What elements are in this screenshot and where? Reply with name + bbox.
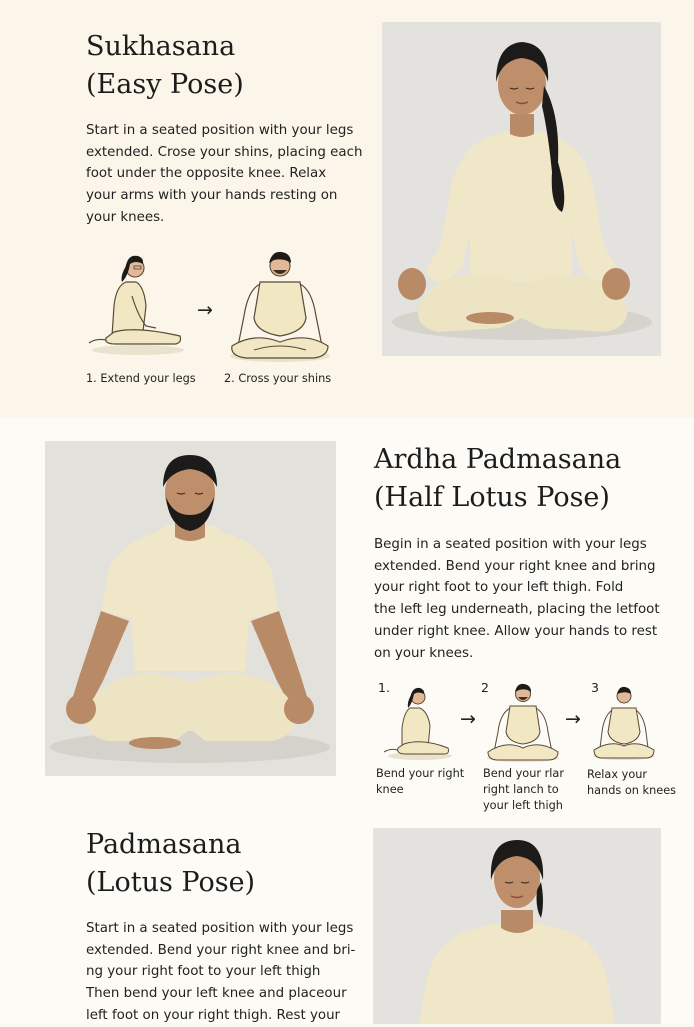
ardha-padmasana-title bbox=[374, 441, 621, 517]
caption-line: right lanch to bbox=[483, 783, 559, 796]
description-line: extended. Bend your right knee and bri- bbox=[86, 942, 356, 958]
caption-line: your left thigh bbox=[483, 799, 563, 812]
caption-line: Bend your rlar bbox=[483, 767, 564, 780]
description-line: Then bend your left knee and placeour bbox=[86, 986, 347, 1002]
padmasana-title bbox=[86, 826, 255, 902]
step-label-extend: 1. Extend your legs bbox=[86, 372, 196, 385]
ardha-step1-caption bbox=[376, 766, 464, 798]
description-line: Start in a seated position with your legs bbox=[86, 921, 354, 936]
step-arrow: → bbox=[565, 708, 581, 730]
ardha-title-line1: Ardha Padmasana bbox=[374, 444, 622, 475]
step-extend-legs-illustration bbox=[86, 246, 186, 358]
step-arrow: → bbox=[197, 299, 213, 321]
description-line: Start in a seated position with your legs bbox=[86, 123, 354, 138]
ardha-padmasana-section bbox=[0, 418, 694, 1024]
description-line: ng your right foot to your left thigh bbox=[86, 964, 321, 980]
description-line: the left leg underneath, placing the letfoot bbox=[374, 602, 660, 618]
ardha-title-line2: (Half Lotus Pose) bbox=[374, 482, 610, 513]
sukhasana-photo bbox=[382, 22, 661, 356]
sukhasana-description bbox=[86, 120, 362, 229]
step-cross-shins-illustration bbox=[224, 246, 334, 364]
padmasana-description bbox=[86, 918, 355, 1027]
description-line: left foot on your right thigh. Rest your bbox=[86, 1007, 341, 1023]
description-line: on your knees. bbox=[374, 645, 474, 661]
step-label-cross: 2. Cross your shins bbox=[224, 372, 332, 385]
ardha-step3-illustration bbox=[592, 684, 656, 762]
sukhasana-title-line1: Sukhasana bbox=[86, 31, 236, 62]
sukhasana-title-line2: (Easy Pose) bbox=[86, 69, 244, 100]
ardha-padmasana-description bbox=[374, 534, 660, 664]
caption-line: hands on knees bbox=[587, 784, 677, 797]
caption-line: knee bbox=[376, 783, 404, 796]
padmasana-title-line1: Padmasana bbox=[86, 829, 242, 860]
padmasana-photo bbox=[373, 828, 661, 1024]
description-line: your right foot to your left thigh. Fold bbox=[374, 580, 624, 596]
description-line: extended. Bend your right knee and bring bbox=[374, 558, 656, 574]
sukhasana-title bbox=[86, 28, 244, 104]
description-line: foot under the opposite knee. Relax bbox=[86, 166, 327, 182]
step-number-1: 1. bbox=[378, 680, 390, 695]
ardha-step1-illustration bbox=[382, 682, 454, 762]
ardha-step3-caption bbox=[587, 767, 676, 799]
caption-line: Relax your bbox=[587, 768, 648, 781]
ardha-step2-caption bbox=[483, 766, 564, 814]
description-line: your knees. bbox=[86, 209, 165, 225]
step-arrow: → bbox=[460, 708, 476, 730]
step-number-3: 3 bbox=[591, 680, 599, 695]
description-line: your arms with your hands resting on bbox=[86, 188, 338, 204]
caption-line: Bend your right bbox=[376, 767, 465, 780]
description-line: Begin in a seated position with your legs bbox=[374, 537, 647, 552]
ardha-padmasana-photo bbox=[45, 441, 336, 776]
description-line: under right knee. Allow your hands to rest bbox=[374, 623, 658, 639]
description-line: extended. Crose your shins, placing each bbox=[86, 144, 363, 160]
step-number-2: 2 bbox=[481, 680, 489, 695]
padmasana-title-line2: (Lotus Pose) bbox=[86, 867, 256, 898]
ardha-step2-illustration bbox=[484, 680, 562, 764]
sukhasana-section bbox=[0, 0, 694, 418]
